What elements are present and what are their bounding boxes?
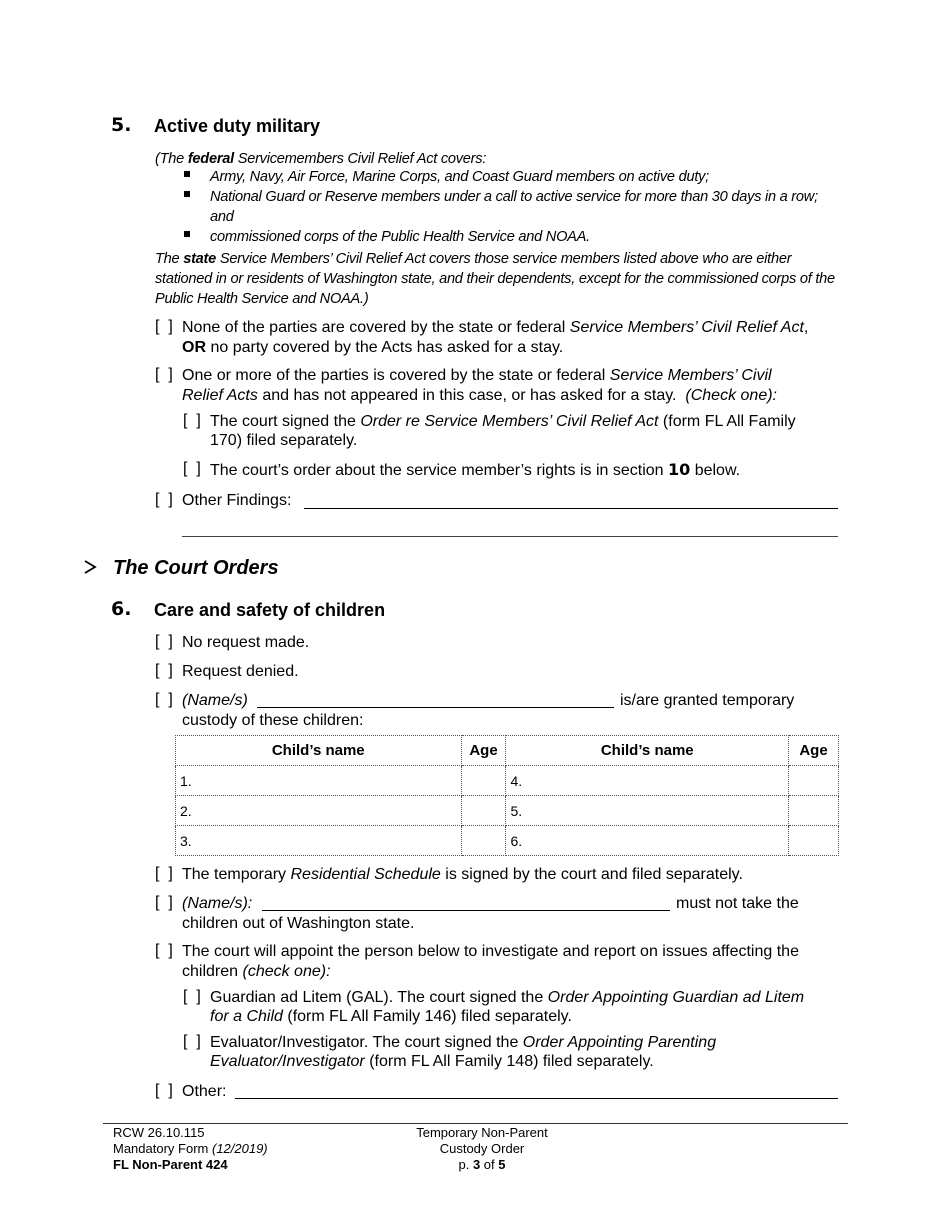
child-name-cell[interactable]: 2. (176, 796, 462, 826)
checkbox-evaluator-investigator[interactable]: [ ] (183, 1033, 201, 1050)
granted-custody-line-2: custody of these children: (182, 712, 364, 729)
child-age-cell[interactable] (789, 796, 839, 826)
gal-line-2: for a Child (form FL All Family 146) filed separately. (210, 1008, 572, 1025)
footer-rcw: RCW 26.10.115 (113, 1125, 205, 1140)
child-name-cell[interactable]: 4. (506, 766, 789, 796)
option-request-denied: Request denied. (182, 663, 299, 680)
section-6-title: Care and safety of children (154, 600, 386, 620)
evaluator-line-2: Evaluator/Investigator (form FL All Family 148) filed separately. (210, 1053, 654, 1070)
table-header-childs-name: Child’s name (506, 736, 789, 766)
other-findings-label: Other Findings: (182, 492, 292, 509)
child-age-cell[interactable] (789, 826, 839, 856)
not-take-out-line-1: must not take the (676, 895, 799, 912)
child-age-cell[interactable] (461, 766, 506, 796)
checkbox-other[interactable]: [ ] (155, 1082, 173, 1099)
child-name-cell[interactable]: 3. (176, 826, 462, 856)
other-input-line[interactable] (235, 1098, 838, 1099)
names-label: (Name/s) (182, 692, 248, 709)
table-header-age: Age (461, 736, 506, 766)
section-6-number: 6. (111, 598, 132, 620)
state-note-line-2: stationed in or residents of Washington state, and their dependents, except for the commissioned corps of the (155, 271, 835, 287)
child-name-cell[interactable]: 5. (506, 796, 789, 826)
footer-divider (103, 1123, 848, 1124)
checkbox-court-signed-order[interactable]: [ ] (183, 412, 201, 429)
table-row (176, 826, 839, 856)
other-label: Other: (182, 1083, 227, 1100)
arrow-bullet-icon (83, 558, 97, 581)
footer-center (382, 1125, 582, 1173)
checkbox-appoint-investigator[interactable]: [ ] (155, 942, 173, 959)
checkbox-request-denied[interactable]: [ ] (155, 662, 173, 679)
footer-form-id: FL Non-Parent 424 (113, 1157, 228, 1172)
appoint-line-2: children (check one): (182, 963, 331, 980)
checkbox-no-request[interactable]: [ ] (155, 633, 173, 650)
option-no-parties-covered-line-1: None of the parties are covered by the state or federal Service Members’ Civil Relief Act, (182, 319, 809, 336)
bullet-item-continuation: and (210, 209, 234, 225)
court-orders-heading: The Court Orders (113, 557, 279, 579)
checkbox-granted-custody[interactable]: [ ] (155, 691, 173, 708)
child-age-cell[interactable] (789, 766, 839, 796)
bullet-icon (184, 171, 190, 177)
gal-line-1: Guardian ad Litem (GAL). The court signed the Order Appointing Guardian ad Litem (210, 989, 805, 1006)
sub-option-court-signed-line-2: 170) filed separately. (210, 432, 358, 449)
appoint-line-1: The court will appoint the person below to investigate and report on issues affecting the (182, 943, 799, 960)
bullet-icon (184, 191, 190, 197)
table-header-childs-name: Child’s name (176, 736, 462, 766)
bullet-item: Army, Navy, Air Force, Marine Corps, and Coast Guard members on active duty; (210, 169, 709, 185)
bullet-item: National Guard or Reserve members under a call to active service for more than 30 days in a row; (210, 189, 818, 205)
checkbox-parties-covered[interactable]: [ ] (155, 366, 173, 383)
bullet-icon (184, 231, 190, 237)
option-no-parties-covered-line-2: OR no party covered by the Acts has asked for a stay. (182, 339, 564, 356)
option-no-request: No request made. (182, 634, 310, 651)
not-take-out-line-2: children out of Washington state. (182, 915, 415, 932)
section-5-number: 5. (111, 114, 132, 136)
table-row (176, 766, 839, 796)
other-findings-input-line-2[interactable] (182, 536, 838, 537)
granted-custody-line-1: is/are granted temporary (620, 692, 795, 709)
option-residential-schedule: The temporary Residential Schedule is signed by the court and filed separately. (182, 866, 743, 883)
names2-label: (Name/s): (182, 895, 253, 912)
sub-option-court-signed-line-1: The court signed the Order re Service Members’ Civil Relief Act (form FL All Family (210, 413, 796, 430)
footer-doc-title-line-1: Temporary Non-Parent (416, 1125, 548, 1140)
footer-doc-title-line-2: Custody Order (439, 1141, 525, 1156)
state-note-line-1: The state Service Members’ Civil Relief Act covers those service members listed above who are either (155, 251, 792, 267)
child-age-cell[interactable] (461, 826, 506, 856)
evaluator-line-1: Evaluator/Investigator. The court signed the Order Appointing Parenting (210, 1034, 717, 1051)
checkbox-no-parties-covered[interactable]: [ ] (155, 318, 173, 335)
option-parties-covered-line-1: One or more of the parties is covered by the state or federal Service Members’ Civil (182, 367, 772, 384)
table-row (176, 796, 839, 826)
checkbox-residential-schedule[interactable]: [ ] (155, 865, 173, 882)
child-name-cell[interactable]: 1. (176, 766, 462, 796)
footer-left (113, 1125, 268, 1173)
names-input-line[interactable] (257, 707, 614, 708)
names2-input-line[interactable] (262, 910, 670, 911)
footer-mandatory-form: Mandatory Form (12/2019) (113, 1141, 268, 1156)
child-name-cell[interactable]: 6. (506, 826, 789, 856)
section-5-title: Active duty military (154, 116, 321, 136)
checkbox-not-take-out-of-state[interactable]: [ ] (155, 894, 173, 911)
other-findings-input-line[interactable] (304, 508, 838, 509)
checkbox-guardian-ad-litem[interactable]: [ ] (183, 988, 201, 1005)
checkbox-section-10[interactable]: [ ] (183, 460, 201, 477)
child-age-cell[interactable] (461, 796, 506, 826)
bullet-item: commissioned corps of the Public Health Service and NOAA. (210, 229, 590, 245)
option-parties-covered-line-2: Relief Acts and has not appeared in this case, or has asked for a stay. (Check one): (182, 387, 777, 404)
checkbox-other-findings[interactable]: [ ] (155, 491, 173, 508)
table-header-age: Age (789, 736, 839, 766)
footer-page-number: p. 3 of 5 (458, 1157, 506, 1172)
children-table (175, 735, 839, 856)
federal-note-intro: (The federal Servicemembers Civil Relief Act covers: (155, 151, 487, 167)
sub-option-section-10: The court’s order about the service member’s rights is in section 10 below. (210, 460, 741, 479)
state-note-line-3: Public Health Service and NOAA.) (155, 291, 369, 307)
